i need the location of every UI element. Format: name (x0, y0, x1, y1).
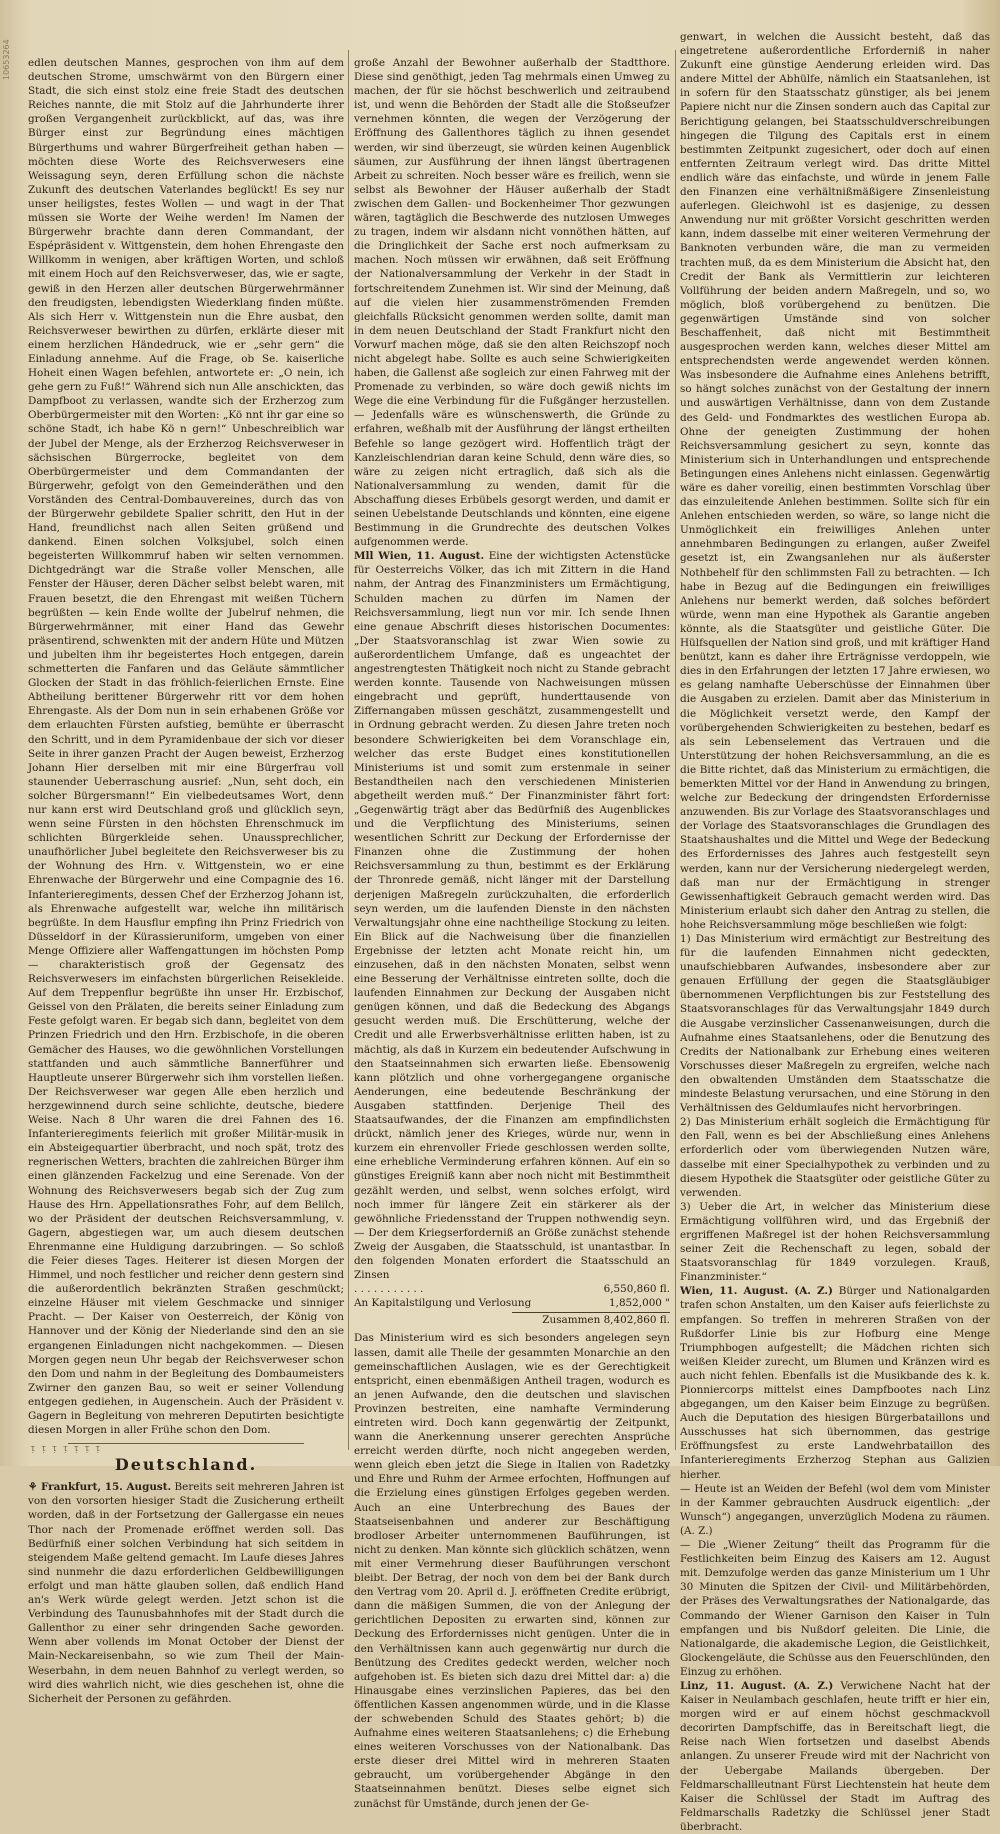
report-wien-cont2: genwart, in welchen die Aussicht besteht, daß das eingetretene außerordentliche Erforderniß in naher Zukunft eine günstige Aenderung erleiden wird. Das andere Mittel der Abhülfe, nämlich ein Staatsanlehen, ist in sofern für den Staatsschatz günstiger, als bei jenem Papiere nicht nur die Zinsen sondern auch das Capital zur Berichtigung gelangen, bei Staatsschuldverschreibungen hingegen die Tilgung des Capitals erst in einem bestimmten Zeitpunkt zugesichert, oder doch auf einen entfernten Zeitraum verlegt wird. Das dritte Mittel endlich wäre das einfachste, und würde in jenem Falle den Finanzen eine verhältnißmäßigere Zinsenleistung auferlegen. Gleichwohl ist es dasjenige, zu dessen Anwendung nur mit größter Vorsicht geschritten werden kann, indem dasselbe mit einer weiteren Vermehrung der Banknoten verbunden wäre, die man zu vermeiden trachten muß, da es dem Ministerium die Absicht hat, den Credit der Bank als Vermittlerin zur leichteren Vollführung der beiden andern Maßregeln, und so, wo möglich, bloß vorübergehend zu benützen. Die gegenwärtigen Umstände sind von solcher Beschaffenheit, daß nicht mit Bestimmtheit ausgesprochen werden kann, welches dieser Mittel am entsprechendsten werde angewendet werden können. Was insbesondere die Aufnahme eines Anlehens betrifft, so hängt solches zunächst von der Gestaltung der innern und auswärtigen Verhältnisse, dann von dem Zustande des Geld- und Fondmarktes des westlichen Europa ab. Ohne der geneigten Zustimmung der hohen Reichsversammlung gesichert zu seyn, konnte das Ministerium sich in Unterhandlungen und entsprechende Betingungen eines Anlehens nicht einlassen. Gegenwärtig wäre es daher voreilig, einen bestimmten Vorschlag über das einzuleitende Anlehen bestimmen. Sollte sich für ein Anlehen entschieden werden, so wäre, so lange nicht die Unmöglichkeit ein freiwilliges Anlehen unter annehmbaren Bedingungen zu erlangen, außer Zweifel gesetzt ist, ein Zwangsanlehen nur als äußerster Nothbehelf für den schlimmsten Fall zu betrachten. — Ich habe in Bezug auf die Bedingungen ein freiwilliges Anlehens nur bemerkt werden, daß solches befördert würde, wenn man eine Hypothek als Garantie angeben könnte, als die Staatsgüter und geistliche Güter. Die Hülfsquellen der Nation sind groß, und mit kräftiger Hand benützt, kann es daher ihre Erträgnisse verdoppeln, wie dies in den Erfahrungen der letzten 17 Jahre erwiesen, wo es gelang namhafte Ueberschüsse der Einnahmen über die Ausgaben zu erzielen. Damit aber das Ministerium in die Möglichkeit versetzt werde, den Kampf der vorübergehenden Schwierigkeiten zu bestehen, bedarf es als sein Lebenselement das Vertrauen und die Unterstützung der hohen Reichsversammlung, an die es die Bitte richtet, daß das Ministerium zu ermächtigen, die bemerkten Mittel vor der Hand in Anwendung zu bringen, welche zur Bedeckung der dringendsten Erfordernisse anzuwenden. Bis zur Vorlage des Staatsvoranschlages und der Vorlage des Staatsvoranschlages die Grundlagen des Staatshaushaltes und die Mittel und Wege der Bedeckung des Erfordernisses des Jahres auch festgestellt seyn werden, kann nur der Versicherung niedergelegt werden, daß man nur der Ermächtigung in strenger Gewissenhaftigkeit Gebrauch gemacht werden wird. Das Ministerium erlaubt sich daher den Antrag zu stellen, die hohe Reichsversammlung möge beschließen wie folgt: (680, 31, 990, 931)
report-wien-text: Eine der wichtigsten Actenstücke für Oesterreichs Völker, das ich mit Zittern in die Hand nahm, der Antrag des Finanzministers um Ermächtigung, Schulden machen zu dürfen im Namen der Reichsversammlung, liegt nun vor mir. Ich sende Ihnen eine genaue Abschrift dieses historischen Documentes: „Der Staatsvoranschlag ist zwar Wien sowie zu außerordentlichem Umfange, daß es ungeachtet der angestrengtesten Thätigkeit noch nicht zu Stande gebracht werden konnte. Tausende von Nachweisungen müssen eingebracht und geprüft, hunderttausende von Ziffernangaben müssen geschätzt, zusammengestellt und in Ordnung gebracht werden. Zu diesen Jahre treten noch besondere Schwierigkeiten bei dem Voranschlage ein, welcher das erste Budget eines konstitutionellen Ministeriums ist und somit zum erstenmale in seiner Bestandtheilen nach den verschiedenen Ministerien abgetheilt werden muß.“ Der Finanzminister fährt fort: „Gegenwärtig trägt aber das Bedürfniß des Augenblickes und die Verpflichtung des Ministeriums, seinen wesentlichen Schritt zur Deckung der Erfordernisse der Finanzen ohne die Zustimmung der hohen Reichsversammlung zu thun, bestimmt es der Erklärung der Thronrede gemäß, nicht länger mit der Darstellung derjenigen Maßregeln zurückzuhalten, die erforderlich seyn werden, um die laufenden Dienste in den nächsten Verwaltungsjahr ohne eine nachtheilige Stockung zu leiten. Ein Blick auf die Nachweisung über die finanziellen Ergebnisse der letzten acht Monate reicht hin, um einzusehen, daß in den nächsten Monaten, selbst wenn eine Besserung der Verhältnisse eintreten sollte, doch die laufenden Einnahmen zur Deckung der Ausgaben nicht genügen können, und daß die Bedeckung des Abgangs gesucht werden muß. Die Erschütterung, welche der Credit und alle Erwerbsverhältnisse erlitten haben, ist zu mächtig, als daß in Kurzem ein bedeutender Aufschwung in den Staatseinnahmen sich erwarten ließe. Ebensowenig kann plötzlich und ohne vorhergegangene organische Aenderungen, eine bedeutende Beschränkung der Ausgaben stattfinden. Derjenige Theil des Staatsaufwandes, der die Finanzen am empfindlichsten drückt, nämlich jener des Krieges, würde nur, wenn in kurzem ein ehrenvoller Friede geschlossen werden sollte, eine erhebliche Verminderung erfahren können. Auf ein so günstiges Ereigniß kann aber noch nicht mit Bestimmtheit gezählt werden, und selbst, wenn solches erfolgt, wird noch immer für längere Zeit ein stärkerer als der gewöhnliche Friedensstand der Truppen nothwendig seyn. — Der dem Kriegserforderniß an Größe zunächst stehende Zweig der Ausgaben, die Staatsschuld, ist unantastbar. In den folgenden Monaten erfordert die Staatsschuld an Zinsen (354, 550, 670, 1282)
report-frankfurt-text: Bereits seit mehreren Jahren ist von den vorsorten hiesiger Stadt die Zusicherung ertheilt worden, daß in der Fortsetzung der Gallergasse ein neues Thor nach der Promenade eröffnet werden soll. Das Bedürfniß einer solchen Verbindung hat sich seitdem in steigendem Maße geltend gemacht. Im Laufe dieses Jahres sind nunmehr die dazu erforderlichen Geldbewilligungen erfolgt und man hätte glauben sollen, daß endlich Hand an's Werk würde gelegt werden. Jetzt schon ist die Verbindung des Taunusbahnhofes mit der Stadt durch die Gallenthor zu einer sehr dringenden Sache geworden. Wenn aber vollends im Monat October der Dienst der Main-Neckareisenbahn, so wie zum Theil der Main-Weserbahn, in dem neuen Bahnhof zu verlegt werden, so wird dies wahrlich nicht, wie dies geschehen ist, ohne die Sicherheit der Personen zu gefährden. (28, 1481, 344, 1705)
report-wien-2 (680, 1284, 990, 1481)
column-rule (348, 50, 349, 1450)
column-rule (675, 50, 676, 1450)
report-frankfurt (28, 1480, 344, 1706)
table-label: . . . . . . . . . . . (354, 1283, 424, 1296)
dateline-frankfurt: ⚘ Frankfurt, 15. August. (28, 1481, 172, 1494)
table-row (354, 1296, 670, 1310)
column-3 (680, 30, 990, 1833)
column-2 (354, 56, 670, 1810)
list-item: 3) Ueber die Art, in welcher das Ministerium diese Ermächtigung vollführen wird, und das Ergebniß der ergriffenen Maßregel ist der hohen Reichsversammlung seiner Zeit die Rechenschaft zu legen, sobald der Staatsvoranschlag für 1849 vorzulegen. Krauß, Finanzminister.“ (680, 1200, 990, 1284)
dateline-linz: Linz, 11. August. (A. Z.) (680, 1679, 834, 1692)
page-edge-marks: ᴉ ᴉ ᴉ ᴉ ᴉ ᴉ ᴉ (30, 1444, 101, 1454)
list-item: 1) Das Ministerium wird ermächtigt zur Bestreitung des für die laufenden Einnahmen nicht gedeckten, unaufschiebbaren Aufwandes, insbesondere aber zur genauen Erfüllung der gegen die Staatsgläubiger übernommenen Verpflichtungen bis zur Feststellung des Staatsvoranschlages für das Verwaltungsjahr 1849 durch die Ausgabe verzinslicher Cassenanweisungen, durch die Aufnahme eines Staatsanlehens, oder die Benutzung des Credits der Nationalbank zur Erhebung eines weiteren Vorschusses dieser Maßregeln zu ergreifen, welche nach den obwaltenden Umständen dem Staatsschatze die mindeste Belastung verursachen, und eine Störung in den Verhältnissen des Geldumlaufes nicht hervorbringen. (680, 933, 990, 1115)
report-frankfurt-cont: große Anzahl der Bewohner außerhalb der Stadtthore. Diese sind genöthigt, jeden Tag mehrmals einen Umweg zu machen, der für sie höchst beschwerlich und zeitraubend ist, und wenn die Behörden der Stadt alle die Stoßseufzer vernehmen könnten, die wegen der Verzögerung der Eröffnung des Gallenthores täglich zu ihnen gesendet werden, wir sind überzeugt, sie würden keinen Augenblick säumen, zur Ausführung der ihnen längst übertragenen Arbeit zu schreiten. Noch besser wäre es freilich, wenn sie selbst als Bewohner der Häuser außerhalb der Stadt zwischen dem Gallen- und Bockenheimer Thor gezwungen wären, tagtäglich die Beschwerde des nutzlosen Umweges zu tragen, indem wir alsdann nicht vonnöthen hätten, auf die Dringlichkeit der Sache erst noch aufmerksam zu machen. Noch müssen wir erwähnen, daß seit Eröffnung der Nationalversammlung der Verkehr in der Stadt in fortschreitendem Zunehmen ist. Wir sind der Meinung, daß auf die vielen hier zusammenströmenden Fremden gleichfalls Rücksicht genommen werden sollte, damit man in dem neuen Deutschland der Stadt Frankfurt nicht den Vorwurf machen möge, daß sie den alten Reichszopf noch nicht abgelegt habe. Sollte es auch seine Schwierigkeiten haben, die Gallenst aße sogleich zur einen Fahrweg mit der Promenade zu verbinden, so wäre doch gewiß nichts im Wege die eine Verbindung für die Fußgänger herzustellen. — Jedenfalls wäre es wünschenswerth, die Gründe zu erfahren, weßhalb mit der Ausführung der längst ertheilten Befehle so lange gezögert wird. Hoffentlich trägt der Kanzleischlendrian daran keine Schuld, denn wäre dies, so wäre zu zeigen nicht ertraglich, daß sich als die Nationalversammlung zu wenden, damit für die Abschaffung dieses Erbübels gesorgt werden, und damit er seinen Uebelstande Deutschlands und könnten, eine eigene Bestimmung in die Grundrechte des deutschen Volkes aufgenommen werde. (354, 57, 670, 549)
table-sum (354, 1312, 670, 1327)
report-wien-2-text: Bürger und Nationalgarden trafen schon Anstalten, um den Kaiser aufs feierlichste zu empfangen. So treffen in mehreren Straßen von der Rußdorfer Linie bis zur Hofburg eine Menge Triumphbogen aufgestellt; die Mädchen richten sich weißen Kleider zurecht, um Blumen und Kränzen wird es auch nicht fehlen. Ebenfalls ist die Musikbande des k. k. Pionniercorps mittelst eines Dampfbootes nach Linz abgegangen, um den Kaiser beim Einzuge zu begrüßen. Auch die Deputation des hiesigen Bürgerbataillons und Ausschusses hat sich übernommen, das gestrige Eröffnungsfest zu erste Landwehrbataillon des Infanterieregiments Erzherzog Stephan aus Galizien hierher. (680, 1285, 990, 1481)
table-amount: 6,550,860 fl. (603, 1283, 670, 1296)
report-cologne-text: edlen deutschen Mannes, gesprochen von ihm auf dem deutschen Strome, umschwärmt von den Bürgern einer Stadt, die sich einst stolz eine freie Stadt des deutschen Reiches nannte, die mit Stolz auf die Jahrhunderte ihrer großen Vergangenheit zurückblickt, auf das, was ihre Bürger einst zur Begründung eines mächtigen Bürgerthums und wahrer Bürgerfreiheit gethan haben — möchten diese Worte des Reichsverwesers eine Weissagung seyn, deren Erfüllung schon die nächste Zukunft des deutschen Vaterlandes beglückt! Es sey nur unser heiligstes, festes Wollen — und wagt in der That müssen sie Worte der Weihe werden! Im Namen der Bürgerwehr brachte dann deren Commandant, der Espépräsident v. Wittgenstein, dem hohen Ehrengaste den Willkomm in wenigen, aber kräftigen Worten, und schloß mit einem Hoch auf den Reichsverweser, das, wie er sagte, gewiß in den Herzen aller deutschen Bürgerwehrmänner den freudigsten, lebendigsten Wiederklang finden müßte. Als sich Herr v. Wittgenstein nun die Ehre ausbat, den Reichsverweser bewirthen zu dürfen, erklärte dieser mit einem herzlichen Händedruck, wie er „sehr gern“ die Einladung annehme. Auf die Frage, ob Se. kaiserliche Hoheit einen Wagen befehlen, antwortete er: „O nein, ich gehe gern zu Fuß!“ Während sich nun Alle anschickten, das Dampfboot zu verlassen, wandte sich der Erzherzog zum Oberbürgermeister mit den Worten: „Kö nnt ihr gar eine so schöne Stadt, ich habe Kö n gern!“ Unbeschreiblich war der Jubel der Menge, als der Erzherzog Reichsverweser in sächsischen Bürgerrocke, begleitet von dem Oberbürgermeister und dem Commandanten der Bürgerwehr, gefolgt von den Gemeinderäthen und den Vorständen des Central-Dombauvereines, durch das von der Bürgerwehr gebildete Spalier schritt, den Hut in der Hand, freundlichst nach allen Seiten grüßend und dankend. Einen solchen Volksjubel, solch einen begeisterten Willkommruf haben wir selten vernommen. Dichtgedrängt war die Straße voller Menschen, alle Fenster der Häuser, deren Dächer selbst belebt waren, mit Frauen besetzt, die den Ehrengast mit weißen Tüchern begrüßten — kein Ende wollte der Jubelruf nehmen, die Bürgerwehrmänner, mit einer Hand das Gewehr präsentirend, schwenkten mit der andern Hüte und Mützen und jubelten ihm ihr begeistertes Hoch entgegen, darein schmetterten die Fanfaren und das Geläute sämmtlicher Glocken der Stadt in das fröhlich-feierlichen Ernste. Eine Abtheilung berittener Bürgerwehr ritt vor dem hohen Ehrengaste. Als der Dom nun in sein erhabenen Größe vor dem erlauchten Fürsten aufstieg, bemühte er überrascht den Schritt, und in dem Pyramidenbaue der sich vor dieser Seite in ihrer ganzen Pracht der Augen beweist, Erzherzog Johann Hier derselben mit mir eine Bürgerfrau voll staunender Ueberraschung ausrief: „Nun, seht doch, ein solcher Bürgersmann!“ Ein vielbedeutsames Wort, denn nur kann erst wird Deutschland groß und glücklich seyn, wenn seine Fürsten in den höchsten Ehrenschmuck im schlichten Bürgerkleide sehen. Unaussprechlicher, unaufhörlicher Jubel begleitete den Reichsverweser bis zu der Wohnung des Hrn. v. Wittgenstein, wo er eine Ehrenwache der Bürgerwehr und eine Compagnie des 16. Infanterieregiments, dessen Chef der Erzherzog Johann ist, als Ehrenwache aufgestellt war, welche ihn militärisch begrüßte. In dem Hausflur empfing ihn Prinz Friedrich von Düsseldorf in der Kürassieruniform, umgeben von einer Menge Offiziere aller Waffengattungen im höchsten Pomp — charakteristisch groß der Gegensatz des Reichsverwesers im einfachsten bürgerlichen Reisekleide. Auf dem Treppenflur begrüßte ihn unser Hr. Erzbischof, Geissel von den Prälaten, die bereits seiner Einladung zum Feste gefolgt waren. Er begab sich dann, begleitet von dem Prinzen Friedrich und den Hrn. Erzbischofe, in die oberen Gemächer des Hauses, wo die gewöhnlichen Vorstellungen stattfanden und auch sämmtliche Bannerführer und Hauptleute unserer Bürgerwehr sich ihm vorstellen ließen. Der Reichsverweser war gegen Alle eben herzlich und herzgewinnend durch seine schlichte, deutsche, biedere Weise. Nach 8 Uhr waren die drei Fahnen des 16. Infanterieregiments feierlich mit großer Militär-musik in ein Absteigequartier überbracht, und noch spät, trotz des regnerischen Wetters, brachten die zahlreichen Bürger ihm einen glänzenden Fackelzug und eine Serenade. Von der Wohnung des Reichsverwesers begab sich der Zug zum Hause des Hrn. Appellationsrathes Fohr, auf dem Belilch, wo der Präsident der deutschen Reichsversammlung, v. Gagern, abgestiegen war, um auch diesem deutschen Ehrenmanne eine Huldigung darzubringen. — So schloß die Feier dieses Tages. Heiterer ist diesen Morgen der Himmel, und noch festlicher und reicher denn gestern sind die außerordentlich bekränzten Straßen geschmückt; einzelne Häuser mit vielem Geschmacke und sinniger Pracht. — Der Kaiser von Oesterreich, der König von Hannover und der König der Niederlande sind den an sie ergangenen Einladungen nicht nachgekommen. — Diesen Morgen gegen neun Uhr begab der Reichsverweser schon den Dom und nahm in der Begleitung des Dombaumeisters Zwirner den ganzen Bau, so weit er seiner Vollendung entgegen gediehen, in Augenschein. Auch der Präsident v. Gagern in Begleitung von mehreren Deputirten besichtigte diesen Morgen in aller Frühe schon den Dom. (28, 57, 344, 1437)
report-linz (680, 1679, 990, 1834)
report-wien-cont: Das Ministerium wird es sich besonders angelegen seyn lassen, damit alle Theile der gesammten Monarchie an den gemeinschaftlichen Auslagen, wie es der Gerechtigkeit entspricht, einen ebenmäßigen Antheil tragen, wodurch es an jenen Aufwande, den die deutschen und slavischen Provinzen bestreiten, eine namhafte Verminderung eintreten wird. Doch kann gegenwärtig der Zeitpunkt, wann die Anerkennung unserer gerechten Ansprüche erreicht werden dürfte, noch nicht angegeben werden, wenn gleich eben jetzt die Siege in Italien von Radetzky und Ehre und Ruhm der Armee erfochten, Hoffnungen auf die Erzielung eines günstigen Erfolges gegeben werden. Auch an eine Unterbrechung des Baues der Staatseisenbahnen und anderer zur Beschäftigung brodloser Arbeiter unternommenen Bauführungen, ist nicht zu denken. Man könnte sich glücklich schätzen, wenn mit einer Vermehrung dieser Bauführungen verschont bleibt. Der Betrag, der noch von dem bei der Bank durch den Vertrag vom 20. April d. J. eröffneten Credite erübrigt, dann die mäßigen Summen, die von der Anlegung der gerichtlichen Depositen zu erwarten sind, können zur Deckung des Erfordernisses nicht genügen. Unter die in den Verhältnissen kann auch gegenwärtig nur durch die Benützung des Credites gedeckt werden, welcher noch aufgehoben ist. Es bieten sich dazu drei Mittel dar: a) die Hinausgabe eines verzinslichen Papieres, das bei den öffentlichen Kassen angenommen würde, und in die Klasse der schwebenden Schuld des Staates gehört; b) die Aufnahme eines weiteren Staatsanlehens; c) die Erhebung eines weiteren Vorschusses von der Nationalbank. Das erste dieser drei Mittel wird in mehreren Staaten gebraucht, um vorübergehender Abgänge in den Staatseinnahmen benützt. Dieses selbe eignet sich zunächst für Umstände, durch jenen der Ge- (354, 1332, 670, 1810)
section-divider (68, 1443, 304, 1444)
section-heading-deutschland: Deutschland. (114, 1455, 258, 1475)
report-wien (354, 549, 670, 1282)
dateline-wien: Mll Wien, 11. August. (354, 550, 485, 563)
table-label: An Kapitalstilgung und Verlosung (354, 1297, 532, 1310)
report-wien-2b: — Heute ist an Weiden der Befehl (wol dem vom Minister in der Kammer gebrauchten Ausdruck eigentlich: „der Wunsch“) angegangen, unverzüglich Modena zu räumen. (A. Z.) (680, 1482, 990, 1537)
report-linz-text: Verwichene Nacht hat der Kaiser in Neulambach geschlafen, heute trifft er hier ein, morgen wird er auf einem höchst geschmackvoll decorirten Dampfschiffe, das in Bereitschaft liegt, die Reise nach Wien fortsetzen und daselbst Abends anlangen. Zu unserer Freude wird mit der Nachricht von der Uebergabe Mailands übergeben. Der Feldmarschallleutnant Fürst Liechtenstein hat heute dem Kaiser die Schlüssel der Stadt im Auftrag des Feldmarschalls Radetzky die Schlüssel jener Stadt überbracht. (680, 1679, 990, 1833)
list-item: 2) Das Ministerium erhält sogleich die Ermächtigung für den Fall, wenn es bei der Abschließung eines Anlehens erforderlich oder vom überwiegenden Nutzen wäre, dasselbe mit einer Specialhypothek zu verbinden und zu diesem Hypothek die Staatsgüter oder geistliche Güter zu verwenden. (680, 1116, 990, 1199)
report-wien-2c: — Die „Wiener Zeitung“ theilt das Programm für die Festlichkeiten beim Einzug des Kaisers am 12. August mit. Demzufolge werden das ganze Ministerium um 1 Uhr 30 Minuten die Spitzen der Civil- und Militärbehörden, der Präses des Verwaltungsrathes der Nationalgarde, das Commando der Wiener Garnison den Kaiser in Tuln empfangen und bis Nußdorf geleiten. Die Linie, die Nationalgarde, die akademische Legion, die Geistlichkeit, Glockengeläute, die Schüsse aus den Feuerschlünden, den Einzug zu erhöhen. (680, 1539, 990, 1678)
table-sum-value: Zusammen 8,402,860 fl. (512, 1312, 670, 1327)
table-row (354, 1282, 670, 1296)
archive-stamp: 10653264 (2, 39, 11, 80)
table-amount: 1,852,000 " (609, 1297, 670, 1310)
dateline-wien-2: Wien, 11. August. (A. Z.) (680, 1285, 833, 1298)
